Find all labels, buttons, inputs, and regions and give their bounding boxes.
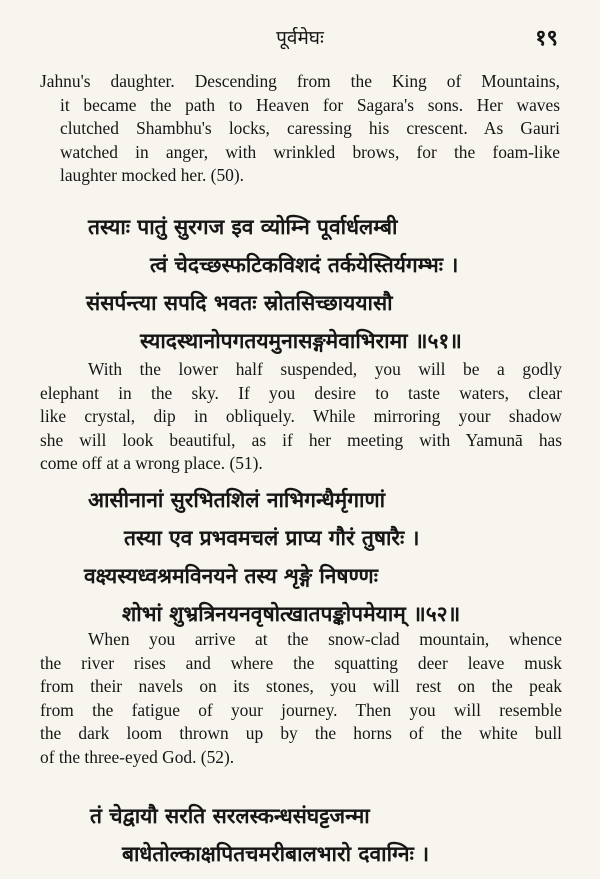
prose-line: Jahnu's daughter. Descending from the King of Mountains,	[40, 71, 560, 91]
prose-line: she will look beautiful, as if her meeting with Yamunā has	[40, 429, 562, 450]
prose-line: the river rises and where the squatting deer leave musk	[40, 652, 562, 673]
verse-line: शोभां शुभ्रत्रिनयनवृषोत्खातपङ्कोपमेयाम् ॥५२॥	[122, 602, 461, 626]
prose-line: the dark loom thrown up by the horns of the white bull	[40, 723, 562, 743]
translation-51	[40, 358, 562, 476]
page-number: १९	[535, 25, 558, 51]
verse-line: संसर्पन्त्या सपदि भवतः स्रोतसिच्छाययासौ	[86, 291, 393, 315]
prose-line: from the fatigue of your journey. Then you will resemble	[40, 699, 562, 720]
verse-51	[88, 208, 462, 360]
prose-line: elephant in the sky. If you desire to taste waters, clear	[40, 382, 562, 403]
verse-line: त्वं चेदच्छस्फटिकविशदं तर्कयेस्तिर्यगम्भः ।	[150, 253, 459, 277]
verse-52	[80, 481, 460, 633]
verse-line: तस्याः पातुं सुरगज इव व्योम्नि पूर्वार्धलम्बी	[88, 215, 398, 239]
verse-line: स्यादस्थानोपगतयमुनासङ्गमेवाभिरामा ॥५१॥	[140, 329, 462, 353]
verse-line: वक्ष्यस्यध्वश्रमविनयने तस्य शृङ्गे निषण्णः	[84, 564, 378, 588]
prose-line: When you arrive at the snow-clad mountain, whence	[88, 629, 562, 649]
prose-line: come off at a wrong place. (51).	[40, 453, 263, 473]
translation-52	[40, 628, 562, 769]
prose-line: of the three-eyed God. (52).	[40, 746, 235, 767]
prose-line: clutched Shambhu's locks, caressing his crescent. As Gauri	[60, 118, 560, 138]
verse-53	[90, 797, 429, 873]
verse-line: बाधेतोल्काक्षपितचमरीबालभारो दवाग्निः ।	[122, 842, 430, 866]
prose-line: from their navels on its stones, you will rest on the peak	[40, 676, 562, 696]
prose-line: laughter mocked her. (50).	[60, 165, 244, 185]
verse-line: तं चेद्वायौ सरति सरलस्कन्धसंघट्टजन्मा	[90, 804, 370, 828]
prose-line: With the lower half suspended, you will be a godly	[88, 359, 562, 379]
page-header	[0, 24, 600, 54]
translation-50	[40, 70, 560, 188]
verse-line: तस्या एव प्रभवमचलं प्राप्य गौरं तुषारैः ।	[124, 526, 420, 550]
prose-line: like crystal, dip in obliquely. While mirroring your shadow	[40, 406, 562, 426]
running-title: पूर्वमेघः	[276, 27, 324, 49]
prose-line: watched in anger, with wrinkled brows, for the foam-like	[60, 141, 560, 162]
verse-line: आसीनानां सुरभितशिलं नाभिगन्धैर्मृगाणां	[88, 488, 386, 512]
prose-line: it became the path to Heaven for Sagara's sons. Her waves	[60, 94, 560, 115]
